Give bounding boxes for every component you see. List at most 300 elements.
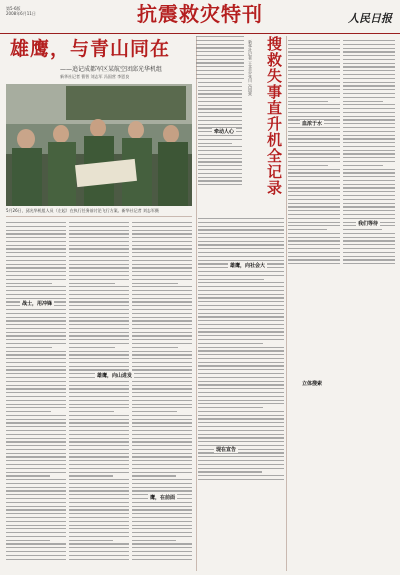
section-heading: 雄鹰，向社会大 [230, 263, 266, 269]
text-line [343, 78, 395, 79]
text-line [198, 233, 284, 234]
text-line [198, 426, 284, 427]
text-line [198, 279, 264, 280]
text-line [198, 347, 284, 348]
text-line [198, 369, 284, 370]
text-line [132, 339, 192, 340]
text-line [343, 210, 395, 211]
text-line [343, 165, 383, 166]
text-line [288, 48, 340, 49]
text-line [6, 252, 66, 253]
text-line [132, 559, 192, 560]
text-line [69, 407, 129, 408]
text-line [198, 222, 284, 223]
text-line [132, 373, 192, 374]
text-line [288, 187, 340, 188]
text-line [6, 388, 66, 389]
text-line [132, 381, 192, 382]
text-line [69, 490, 129, 491]
text-line [132, 354, 192, 355]
text-line [198, 124, 242, 125]
text-line [132, 407, 192, 408]
text-line [288, 176, 340, 177]
text-line [132, 305, 192, 306]
text-line [6, 351, 66, 352]
text-line [69, 525, 129, 526]
text-line [288, 184, 340, 185]
text-line [288, 157, 340, 158]
text-line [198, 339, 284, 340]
text-line [198, 358, 284, 359]
text-line [343, 135, 395, 136]
text-line [132, 479, 192, 480]
text-line [343, 153, 395, 154]
text-line [288, 180, 340, 181]
text-line [69, 464, 129, 465]
text-line [198, 282, 284, 283]
text-line [69, 449, 129, 450]
text-line [69, 222, 129, 223]
text-column [198, 82, 242, 212]
text-line [288, 82, 340, 83]
text-line [343, 150, 395, 151]
text-line [132, 509, 192, 510]
text-line [6, 271, 66, 272]
section-heading: 雄鹰，向山进发 [97, 373, 133, 379]
text-line [6, 279, 66, 280]
text-line [288, 55, 340, 56]
text-line [132, 392, 192, 393]
side-headline: 搜救失事直升机全记录 [265, 36, 283, 196]
text-line [198, 437, 284, 438]
text-line [6, 456, 66, 457]
text-line [343, 108, 395, 109]
text-line [343, 142, 395, 143]
text-line [288, 244, 340, 245]
text-line [198, 120, 242, 121]
text-line [198, 316, 284, 317]
text-line [132, 324, 192, 325]
text-line [288, 210, 340, 211]
text-line [6, 256, 66, 257]
text-line [288, 74, 340, 75]
text-line [6, 245, 66, 246]
text-line [6, 294, 66, 295]
text-line [69, 332, 129, 333]
text-line [6, 422, 66, 423]
text-line [69, 498, 129, 499]
text-line [343, 172, 395, 173]
text-line [198, 411, 284, 412]
text-line [69, 540, 113, 541]
text-line [198, 105, 242, 106]
text-line [198, 343, 263, 344]
text-line [343, 214, 395, 215]
section-heading: 立体搜索 [302, 381, 323, 387]
column-divider [286, 36, 287, 571]
text-line [198, 93, 242, 94]
text-line [69, 543, 129, 544]
text-line [132, 475, 176, 476]
text-line [69, 324, 129, 325]
text-line [69, 279, 129, 280]
text-line [132, 347, 178, 348]
text-line [132, 309, 192, 310]
text-line [132, 426, 192, 427]
text-line [198, 184, 242, 185]
text-line [6, 373, 66, 374]
text-line [132, 543, 192, 544]
text-line [69, 335, 129, 336]
text-line [198, 445, 284, 446]
text-line [6, 275, 66, 276]
text-line [69, 226, 129, 227]
text-line [132, 358, 192, 359]
text-line [6, 438, 66, 439]
text-line [6, 543, 66, 544]
lead-subheadline: ——追记成都军区某航空团邱光华机组 [60, 66, 163, 73]
text-line [6, 366, 66, 367]
text-line [198, 381, 284, 382]
text-line [198, 475, 284, 476]
text-line [343, 138, 395, 139]
text-line [198, 229, 284, 230]
text-line [288, 70, 340, 71]
text-line [69, 256, 129, 257]
text-line [198, 146, 242, 147]
text-line [343, 263, 395, 264]
text-line [343, 259, 395, 260]
text-line [69, 513, 129, 514]
section-heading: 战士，用冲锋 [22, 301, 53, 307]
text-line [69, 419, 129, 420]
text-line [198, 275, 284, 276]
text-line [343, 187, 395, 188]
text-line [198, 384, 284, 385]
text-line [198, 418, 284, 419]
page-number: 第5-6版 [6, 6, 21, 11]
text-line [288, 218, 340, 219]
text-line [69, 475, 113, 476]
text-line [69, 290, 129, 291]
text-line [132, 525, 192, 526]
text-line [69, 487, 129, 488]
text-line [69, 298, 129, 299]
text-line [69, 483, 129, 484]
text-line [343, 176, 395, 177]
text-line [198, 139, 242, 140]
text-line [132, 237, 192, 238]
column-divider [196, 36, 197, 571]
text-line [6, 237, 66, 238]
text-line [288, 191, 340, 192]
text-line [69, 404, 129, 405]
text-line [69, 456, 129, 457]
text-line [288, 259, 340, 260]
text-line [69, 354, 129, 355]
text-line [343, 112, 395, 113]
text-line [6, 494, 66, 495]
text-line [132, 294, 192, 295]
text-line [69, 555, 129, 556]
text-line [198, 354, 284, 355]
text-line [132, 422, 192, 423]
text-line [198, 90, 242, 91]
text-line [198, 373, 284, 374]
text-line [6, 540, 50, 541]
text-line [6, 472, 66, 473]
text-line [69, 294, 129, 295]
text-line [288, 66, 340, 67]
text-line [69, 547, 129, 548]
text-line [132, 555, 192, 556]
text-line [343, 97, 395, 98]
text-line [132, 441, 192, 442]
text-line [6, 317, 66, 318]
text-line [69, 411, 114, 412]
text-line [69, 286, 129, 287]
text-line [132, 521, 192, 522]
text-line [198, 456, 284, 457]
text-line [69, 339, 129, 340]
text-line [6, 381, 66, 382]
text-line [132, 547, 192, 548]
text-line [69, 233, 129, 234]
text-line [6, 487, 66, 488]
text-line [288, 263, 340, 264]
text-line [288, 59, 340, 60]
text-line [198, 331, 284, 332]
text-line [6, 404, 66, 405]
text-line [132, 248, 192, 249]
text-line [198, 82, 242, 83]
text-line [288, 237, 340, 238]
text-line [198, 434, 284, 435]
text-line [6, 415, 66, 416]
text-line [198, 86, 242, 87]
text-line [198, 158, 242, 159]
text-line [198, 248, 284, 249]
text-line [196, 36, 244, 37]
text-line [6, 400, 66, 401]
text-line [69, 392, 129, 393]
text-line [6, 411, 51, 412]
text-line [6, 490, 66, 491]
text-line [132, 472, 192, 473]
text-line [6, 536, 66, 537]
text-line [196, 66, 244, 67]
text-line [6, 241, 66, 242]
text-line [132, 460, 192, 461]
text-line [343, 206, 395, 207]
text-line [132, 506, 192, 507]
text-line [69, 460, 129, 461]
text-line [6, 441, 66, 442]
text-line [69, 366, 129, 367]
text-line [132, 301, 192, 302]
text-line [198, 471, 262, 472]
text-line [132, 351, 192, 352]
text-line [198, 180, 242, 181]
text-line [69, 309, 129, 310]
text-line [132, 445, 192, 446]
text-line [69, 230, 129, 231]
text-line [69, 445, 129, 446]
text-line [6, 267, 66, 268]
text-line [288, 40, 340, 41]
text-line [132, 369, 192, 370]
text-line [288, 108, 340, 109]
text-line [6, 475, 50, 476]
text-line [288, 214, 340, 215]
text-line [198, 143, 232, 144]
text-line [6, 248, 66, 249]
text-line [343, 104, 395, 105]
text-line [69, 551, 129, 552]
text-line [6, 517, 66, 518]
text-line [6, 525, 66, 526]
text-line [132, 540, 176, 541]
text-line [198, 177, 242, 178]
text-line [69, 252, 129, 253]
text-column [196, 36, 244, 80]
text-line [6, 434, 66, 435]
text-line [288, 112, 340, 113]
text-line [69, 241, 129, 242]
text-line [6, 354, 66, 355]
text-line [69, 328, 129, 329]
text-line [132, 264, 192, 265]
text-line [6, 449, 66, 450]
text-line [343, 146, 395, 147]
text-line [343, 157, 395, 158]
text-line [288, 89, 340, 90]
text-line [198, 392, 284, 393]
text-line [343, 244, 395, 245]
text-line [132, 453, 192, 454]
text-line [6, 335, 66, 336]
section-divider [6, 216, 192, 217]
text-line [198, 301, 284, 302]
text-column [6, 222, 66, 570]
text-line [343, 169, 395, 170]
text-line [132, 320, 192, 321]
text-line [132, 279, 192, 280]
text-line [198, 97, 242, 98]
text-line [69, 453, 129, 454]
text-line [69, 479, 129, 480]
text-line [69, 369, 129, 370]
text-line [132, 335, 192, 336]
text-line [69, 301, 129, 302]
text-line [6, 506, 66, 507]
text-line [69, 260, 129, 261]
text-line [343, 70, 395, 71]
text-column [69, 222, 129, 570]
text-line [132, 313, 192, 314]
text-line [343, 48, 395, 49]
text-line [69, 351, 129, 352]
masthead [0, 0, 400, 34]
text-line [288, 138, 340, 139]
text-line [196, 51, 244, 52]
text-line [6, 347, 52, 348]
text-line [6, 260, 66, 261]
text-line [6, 532, 66, 533]
text-line [6, 290, 66, 291]
text-line [288, 44, 340, 45]
text-line [343, 252, 395, 253]
text-line [6, 551, 66, 552]
text-line [6, 343, 66, 344]
text-line [198, 362, 284, 363]
text-line [6, 464, 66, 465]
text-line [132, 415, 192, 416]
text-line [198, 297, 284, 298]
text-line [198, 309, 284, 310]
text-line [288, 233, 340, 234]
text-line [6, 513, 66, 514]
text-line [198, 116, 242, 117]
text-line [6, 313, 66, 314]
text-line [6, 233, 66, 234]
text-line [288, 116, 340, 117]
text-line [69, 472, 129, 473]
text-line [69, 438, 129, 439]
text-line [343, 40, 395, 41]
text-line [343, 59, 395, 60]
text-line [6, 298, 66, 299]
text-line [69, 494, 129, 495]
text-line [198, 173, 242, 174]
text-line [343, 218, 395, 219]
text-line [69, 317, 129, 318]
text-line [288, 146, 340, 147]
text-line [288, 199, 340, 200]
text-line [6, 286, 66, 287]
text-line [288, 165, 328, 166]
text-line [198, 396, 284, 397]
helicopter-crew-image [6, 84, 192, 206]
text-line [288, 240, 340, 241]
text-line [198, 108, 242, 109]
text-line [343, 233, 395, 234]
text-line [198, 260, 284, 261]
text-line [343, 44, 395, 45]
text-line [196, 40, 244, 41]
text-line [69, 521, 129, 522]
photo-caption: 5月26日，邱光华机组人员（左起）在执行任务前讨论飞行方案。新华社记者 刘志军摄 [6, 208, 159, 213]
text-line [288, 203, 340, 204]
text-line [132, 404, 192, 405]
text-line [6, 396, 66, 397]
text-line [69, 388, 129, 389]
text-line [132, 385, 192, 386]
text-line [69, 434, 129, 435]
text-line [69, 532, 129, 533]
text-line [132, 517, 192, 518]
text-line [288, 252, 340, 253]
text-line [132, 396, 192, 397]
text-line [132, 328, 192, 329]
text-line [6, 264, 66, 265]
text-line [198, 335, 284, 336]
text-line [343, 85, 395, 86]
special-issue-title: 抗震救灾特刊 [137, 2, 263, 26]
text-line [198, 294, 284, 295]
text-line [69, 502, 129, 503]
text-line [132, 434, 192, 435]
